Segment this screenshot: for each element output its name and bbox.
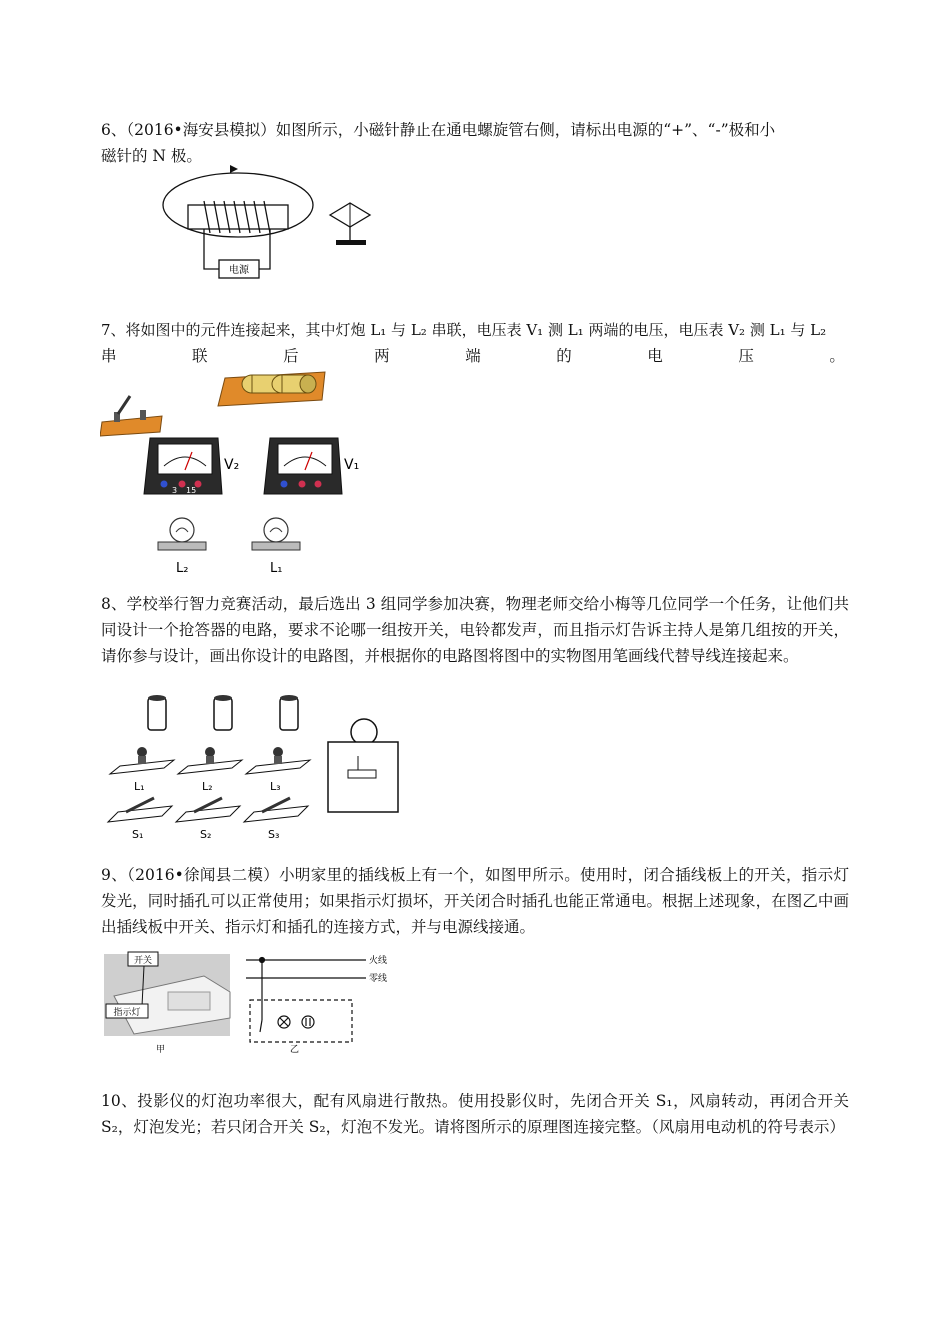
voltmeter-v1-label: V₁ [344,457,360,473]
lamp-holder [110,747,174,774]
q7-char: 电 [647,347,663,365]
question-6-line-2: 磁针的 N 极。 [101,147,202,165]
power-strip-figure [104,948,404,1058]
power-source-label: 电源 [229,265,249,276]
circuit-components-figure [100,366,430,580]
question-8 [101,591,849,669]
bulb-l2-label: L₂ [176,561,189,576]
bulb-l1-label: L₁ [270,561,283,576]
q7-char: 两 [374,347,390,365]
switch-tag-label: 开关 [133,956,153,966]
quiz-buzzer-figure [102,690,412,842]
q7-char: 端 [465,347,481,365]
switch [176,798,240,822]
voltmeter-v2-label: V₂ [224,457,240,473]
scale-3-label: 3 [172,486,178,495]
compass-needle [330,203,370,245]
scale-15-label: 15 [186,486,197,495]
indicator-tag-label: 指示灯 [113,1008,141,1018]
q7-char: 串 [101,347,117,365]
lamp-l3-label: L₃ [270,780,281,793]
bulb-l1 [252,518,300,550]
switch [244,798,308,822]
switch-s1-label: S₁ [132,828,144,841]
q7-char: 的 [556,347,572,365]
field-arrow-icon [230,165,238,173]
q7-char: 。 [829,347,845,365]
lamp-holder [246,747,310,774]
question-7-line-1: 7、将如图中的元件连接起来，其中灯炮 L₁ 与 L₂ 串联，电压表 V₁ 测 L₁ 两端的电压，电压表 V₂ 测 L₁ 与 L₂ [101,321,827,339]
switch-s3-label: S₃ [268,828,280,841]
solenoid-figure [160,165,390,283]
switch [108,798,172,822]
knife-switch [100,396,162,436]
battery [280,695,298,730]
question-10 [101,1088,849,1140]
q7-char: 压 [738,347,754,365]
fig-jia-label: 甲 [156,1045,166,1055]
question-6-line-1: 6、（2016•海安县模拟）如图所示，小磁针静止在通电螺旋管右侧，请标出电源的“+”、“-”极和小 [101,121,776,139]
power-strip-photo [104,954,230,1036]
wiring-diagram [246,958,366,1043]
battery [214,695,232,730]
question-9 [101,862,849,940]
lamp-l1-label: L₁ [134,780,145,793]
battery-holder [218,372,325,406]
question-6 [101,117,849,169]
question-7 [101,317,849,369]
lamp-l2-label: L₂ [202,780,213,793]
voltmeter-v1 [264,438,342,494]
question-9-text: 9、（2016•徐闻县二模）小明家里的插线板上有一个，如图甲所示。使用时，闭合插线板上的开关，指示灯发光，同时插孔可以正常使用；如果指示灯损坏，开关闭合时插孔也能正常通电。根据上述现象，在图乙中画出插线板中开关、指示灯和插孔的连接方式，并与电源线接通。 [101,866,849,936]
question-10-text: 10、投影仪的灯泡功率很大，配有风扇进行散热。使用投影仪时，先闭合开关 S₁，风扇转动，再闭合开关 S₂，灯泡发光；若只闭合开关 S₂，灯泡不发光。请将图所示的原理图连接完整。（风扇用电动机的符号表示） [101,1092,849,1136]
q7-char: 联 [192,347,208,365]
neutral-wire-label: 零线 [369,974,388,984]
voltmeter-v2 [144,438,222,495]
lamp-holder [178,747,242,774]
fig-yi-label: 乙 [290,1045,300,1055]
q7-char: 后 [283,347,299,365]
presenter-bell [328,719,398,812]
switch-s2-label: S₂ [200,828,212,841]
question-8-text: 8、学校举行智力竞赛活动，最后选出 3 组同学参加决赛，物理老师交给小梅等几位同学一个任务，让他们共同设计一个抢答器的电路，要求不论哪一组按开关，电铃都发声，而且指示灯告诉主持人是第几组按的开关，请你参与设计，画出你设计的电路图，并根据你的电路图将图中的实物图用笔画线代替导线连接起来。 [101,595,849,665]
live-wire-label: 火线 [369,956,388,966]
battery [148,695,166,730]
bulb-l2 [158,518,206,550]
